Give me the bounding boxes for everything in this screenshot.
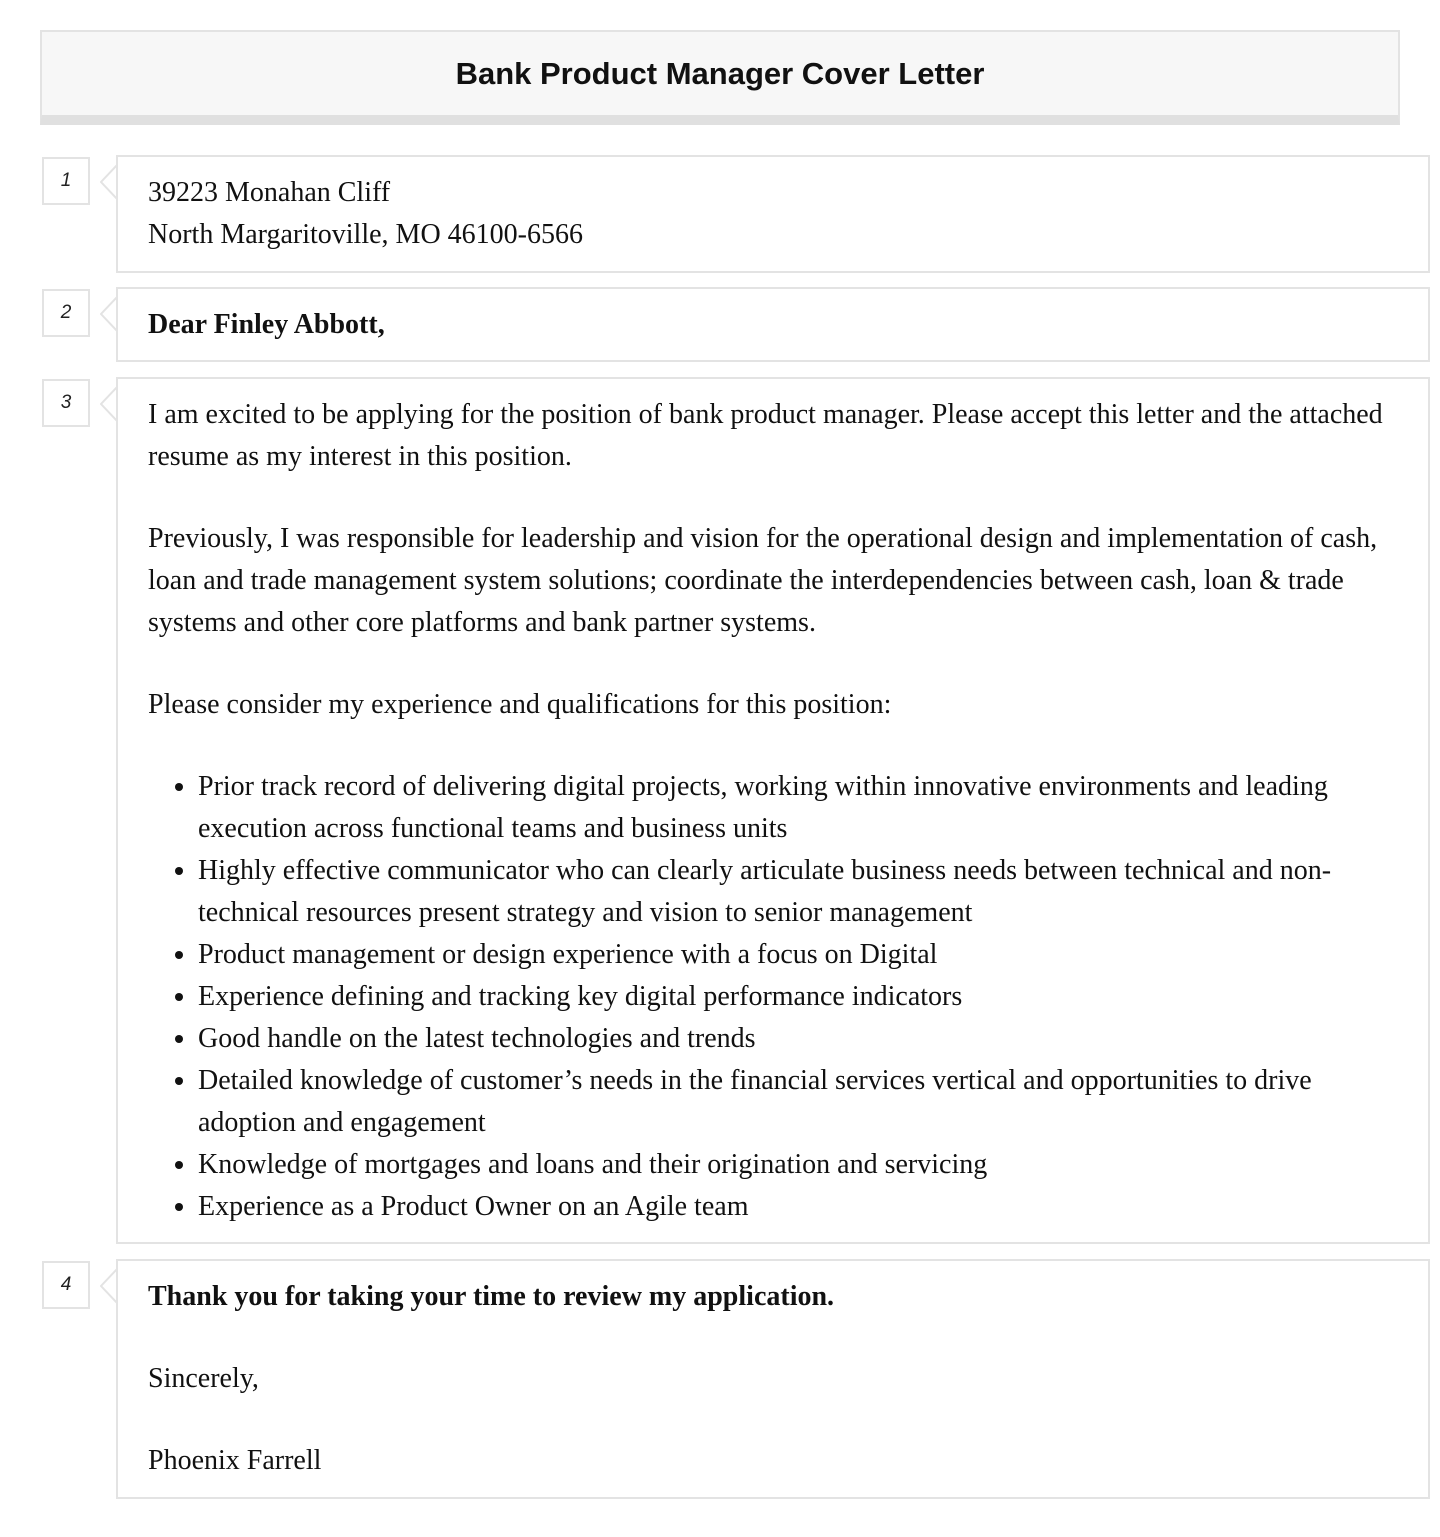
intro-paragraph: I am excited to be applying for the position of bank product manager. Please accept this letter and the attached resume as my interest in this position. — [148, 399, 1383, 472]
list-item: • Experience defining and tracking key digital performance indicators — [198, 976, 1398, 1018]
address-line-2: North Margaritoville, MO 46100-6566 — [148, 219, 583, 250]
salutation: Dear Finley Abbott, — [148, 309, 385, 340]
section-number: 1 — [42, 157, 90, 205]
address-block — [116, 155, 1430, 273]
list-item: • Good handle on the latest technologies and trends — [198, 1018, 1398, 1060]
closing-block — [116, 1259, 1430, 1499]
list-item: • Detailed knowledge of customer’s needs in the financial services vertical and opportunities to drive adoption and engagement — [198, 1060, 1398, 1144]
qualifications-list — [148, 766, 1398, 1228]
qualifications-intro: Please consider my experience and qualifications for this position: — [148, 689, 892, 720]
closing-line: Thank you for taking your time to review my application. — [148, 1281, 835, 1312]
body-block — [116, 377, 1430, 1244]
signoff: Sincerely, — [148, 1363, 259, 1394]
salutation-block — [116, 287, 1430, 362]
section-number: 2 — [42, 289, 90, 337]
list-item: • Experience as a Product Owner on an Agile team — [198, 1186, 1398, 1228]
address-line-1: 39223 Monahan Cliff — [148, 177, 391, 208]
list-item: • Product management or design experience with a focus on Digital — [198, 934, 1398, 976]
section-number: 4 — [42, 1261, 90, 1309]
list-item: • Knowledge of mortgages and loans and their origination and servicing — [198, 1144, 1398, 1186]
section-number: 3 — [42, 379, 90, 427]
list-item: • Highly effective communicator who can clearly articulate business needs between technical and non-technical resources present strategy and vision to senior management — [198, 850, 1398, 934]
page-title: Bank Product Manager Cover Letter — [455, 55, 985, 91]
document-header — [40, 30, 1400, 125]
experience-paragraph: Previously, I was responsible for leadership and vision for the operational design and implementation of cash, loan and trade management system solutions; coordinate the interdependencies between cash, loan & trade systems and other core platforms and bank partner systems. — [148, 523, 1378, 638]
signature: Phoenix Farrell — [148, 1445, 322, 1476]
list-item: • Prior track record of delivering digital projects, working within innovative environments and leading execution across functional teams and business units — [198, 766, 1398, 850]
